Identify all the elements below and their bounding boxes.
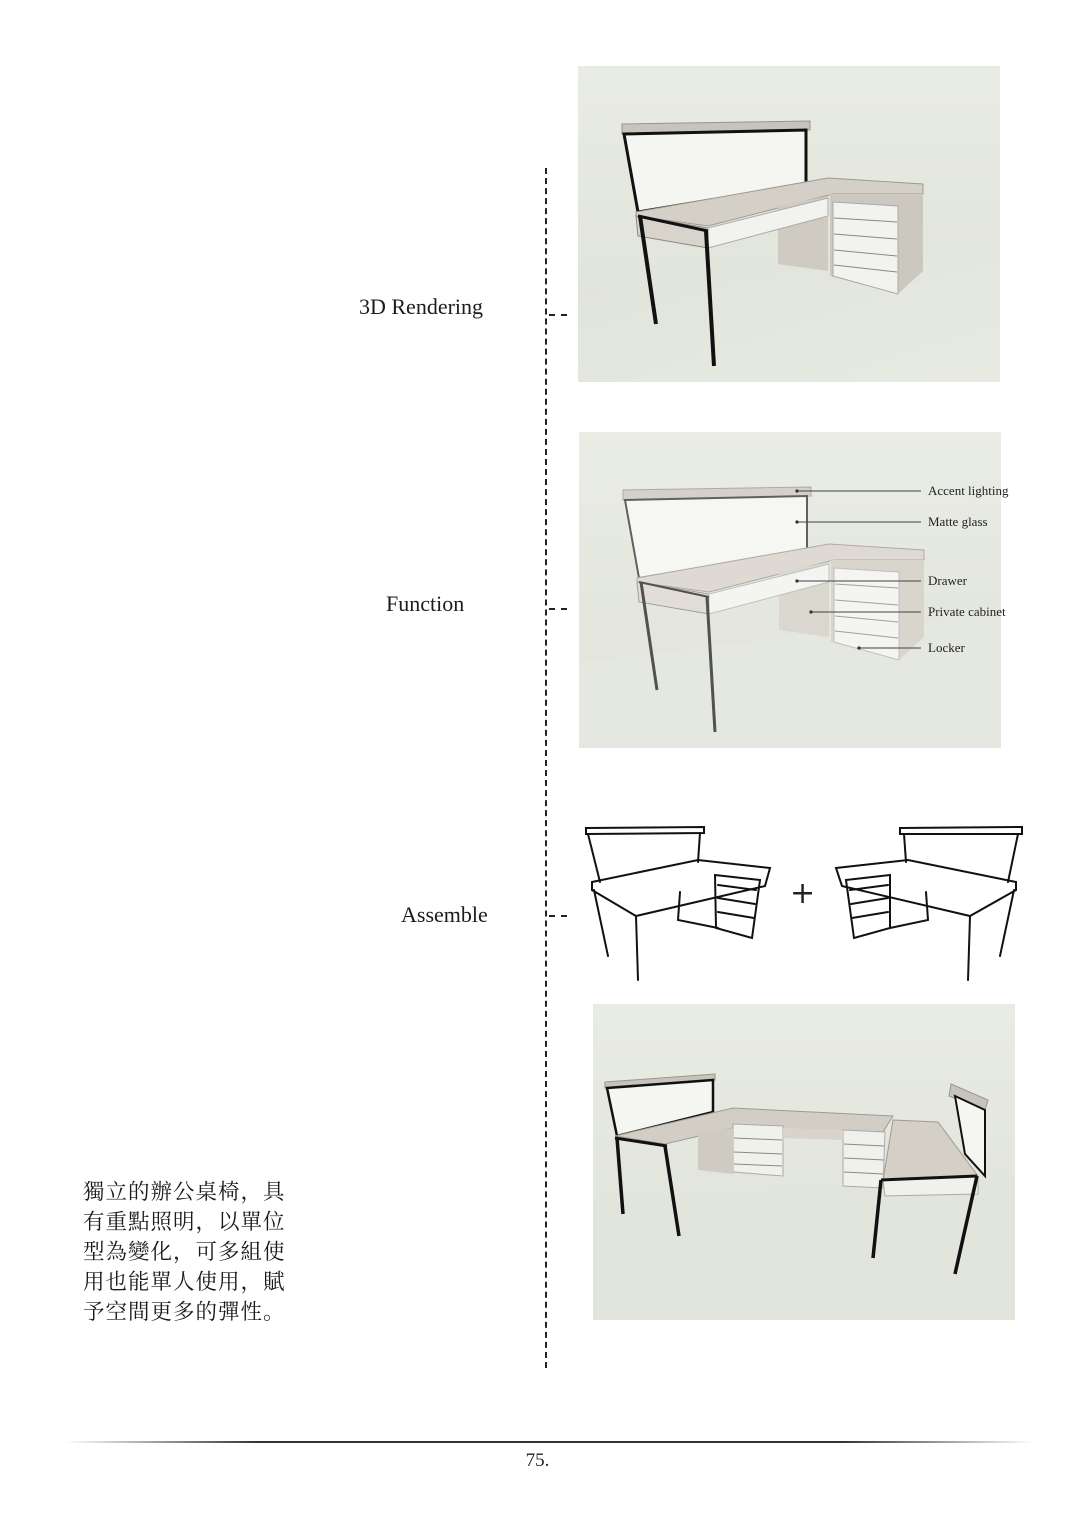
callout-accent-lighting: Accent lighting xyxy=(928,483,1009,498)
section-label-3d-rendering: 3D Rendering xyxy=(359,294,484,319)
assemble-sketch-right xyxy=(828,820,1028,990)
assemble-plus-sign: + xyxy=(790,876,816,911)
description-line: 予空間更多的彈性。 xyxy=(83,1300,286,1325)
description-line: 型為變化，可多組使 xyxy=(83,1240,286,1265)
section-label-assemble: Assemble xyxy=(401,902,488,927)
callout-locker: Locker xyxy=(928,640,965,655)
desk-function-illustration xyxy=(579,432,1001,748)
rendering-image xyxy=(578,66,1000,382)
timeline-dashed-line xyxy=(545,168,547,1368)
assembled-rendering-image xyxy=(593,1004,1015,1320)
footer-divider xyxy=(65,1441,1035,1443)
callout-drawer: Drawer xyxy=(928,573,967,588)
assemble-sketch-left xyxy=(580,820,780,990)
callout-matte-glass: Matte glass xyxy=(928,514,988,529)
description-line: 有重點照明，以單位 xyxy=(83,1210,286,1235)
assembled-desks-illustration xyxy=(593,1004,1015,1320)
function-image xyxy=(579,432,1001,748)
timeline-tick-rendering xyxy=(549,314,567,316)
timeline-tick-assemble xyxy=(549,915,567,917)
section-label-function: Function xyxy=(386,591,465,616)
desk-rendering-illustration xyxy=(578,66,1000,382)
description-text xyxy=(83,1178,323,1328)
description-line: 用也能單人使用，賦 xyxy=(83,1270,286,1295)
page-number: 75. xyxy=(525,1450,550,1471)
callout-private-cabinet: Private cabinet xyxy=(928,604,1006,619)
timeline-tick-function xyxy=(549,608,567,610)
description-line: 獨立的辦公桌椅，具 xyxy=(83,1180,286,1205)
